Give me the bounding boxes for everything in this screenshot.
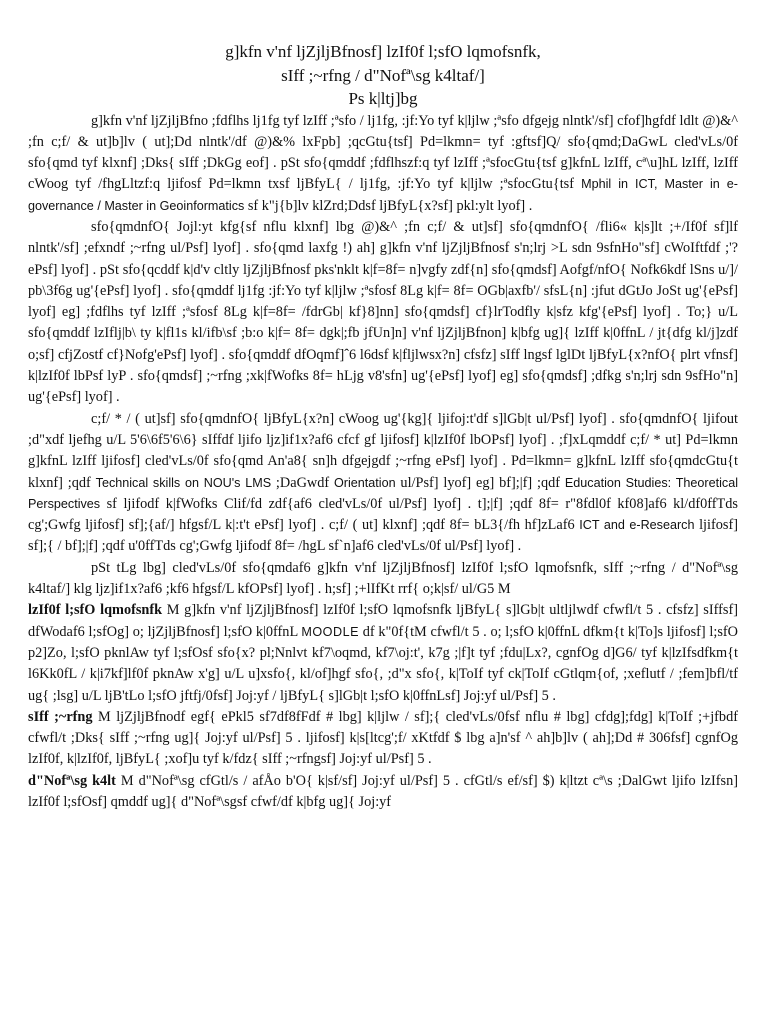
title-line-1: g]kfn v'nf ljZjljBfnosf] lzIf0f l;sfO lqmofsnfk,: [225, 42, 541, 61]
section-evaluation: [28, 771, 738, 814]
section-teaching-learning: [28, 600, 738, 706]
paragraph-2: sfo{qmdnfO{ Jojl:yt kfg{sf nflu klxnf] lbg @)&^ ;fn c;f/ & ut]sf] sfo{qmdnfO{ /fli6« k|s]lt ;+/If0f sf]lf nlntk'/sf] ;efxndf ;~rfng ul/Psf] lyof] . sfo{qmd laxfg !) ah] g]kfn v'nf ljZjljBfnosf s'n;lrj >L sdn 9sfnHo"sf] cWoIftfdf ;'? ePsf] lyof] . pSt sfo{qcddf k|d'v cltly ljZjljBfnosf pks'nklt k|f=8f= n]vgfy zdf{n] sfo{qmdsf] Aofgf/nfO{ Nofk6kdf lSns u/]/ pb\3f6g ug'{ePsf] lyof] . sfo{qmddf lj1fg :jf:Yo tyf k|ljlw ;ªsfosf 8Lg k|f= 8f= OGb|axfb'/ sfsL{n] :jfut dGtJo JoSt ug'{ePsf] lyof] eg] ;fdflhs tyf lzIff ;ªsfosf 8Lg k|f=8f= /fdrGb| kf}8]nn] sfo{qmdsf] cf}lrTodfly k|sfz kfg'{ePsf] lyof] . To;} u/L sfo{qmddf lzIflj|b\ ty k|fl1s kl/ifb\sf ;b:o k|f= 8f= dgk|;fb jfUn]n] v'nf ljZjljBfnon] k|bfg ug]{ lzIff k|0ffnL / jt{dfg kl/j]zdf o;sf] cfjZostf cf}Nofg'ePsf] lyof] . sfo{qmddf dfOqmf]ˆ6 l6dsf k|fljlwsx?n] cfsfz] sIff lngsf lglDt ljBfyL{x?nfO{ plrt vfnsf] k|lzIf0f lbPsf lyP . sfo{qmdsf] ;~rfng ;xk|fWofks 8f= hLjg v8'sfn] ug'{ePsf] lyof] eg] sfo{qmdsf] ;dfkg s'n;lrj sdn 9sfHo"n] ug'{ePsf] lyof] .: [28, 218, 738, 406]
title-line-2: sIff ;~rfng / d"Nofª\sg k4ltaf/]: [281, 65, 485, 85]
session-topic-education-studies: Education Studies: Theoretical Perspectives: [28, 475, 738, 511]
session-topic-orientation: Orientation: [333, 475, 396, 490]
section-teaching-learning-heading: lzIf0f l;sfO lqmofsnfk: [28, 602, 163, 619]
paragraph-3-text-g: sf ljifodf k|fWofks Clif/fd zdf{af6 cled'vLs/0f ul/Psf] lyof] . t];|f] ;qdf 8f= r"8fdl0f kf08]af6 kl/df0ffTds cg';Gwfg ljifosf] sf];{af/] hfgsf/L k|:t't ePsf] lyof] . c;f/ ( ut] klxnf] ;qdf 8f= bL3{/fh hf]zLaf6: [28, 495, 738, 534]
section-evaluation-heading: d"Nofª\sg k4lt: [28, 772, 116, 789]
section-class-operation-heading: sIff ;~rfng: [28, 708, 93, 725]
document-title: [28, 40, 738, 111]
title-line-3: Ps k|ltj]bg: [348, 89, 418, 108]
paragraph-3-text-a: c;f/ * / ( ut]sf] sfo{qmdnfO{ ljBfyL{x?n] cWoog ug'{kg]{ ljifoj:t'df s]lGb|t ul/Psf] lyof] . sfo{qmdnfO{ ljifout ;d"xdf ljefhg u/L 5'6\6f5'6\6} sIffdf ljifo ljz]if1x?af6 cfcf gf ljifosf] k|lzIf0f lbOPsf] lyof] . ;f]xLqmddf c;f/ * ut] Pd=lkmn g]kfnL lzIff ljifosf] cled'vLs/0f sfo{qmd An'a8{ sn]h dfgejgdf ;~rfng ePsf] lyof] . Pd=lkmn= g]kfnL lzIff sfo{qmdcGtu{t klxnf] ;qdf: [28, 410, 738, 491]
programme-names: Mphil in ICT, Master in e-governance / Master in Geoinformatics: [28, 177, 738, 213]
section-class-operation: [28, 707, 738, 771]
section-evaluation-text: M d"Nofª\sg cfGtl/s / afÅo b'O{ k|sf/sf] Joj:yf ul/Psf] 5 . cfGtl/s ef/sf] $) k|ltzt cª\s ;DalGwt ljifo lzIfsn] lzIf0f l;sfOsf] qmddf ug]{ d"Nofª\sgsf cfwf/df k|bfg ug]{ Joj:yf: [28, 772, 738, 810]
paragraph-3: [28, 409, 738, 558]
paragraph-4: pSt tLg lbg] cled'vLs/0f sfo{qmdaf6 g]kfn v'nf ljZjljBfnosf] lzIf0f l;sfO lqmofsnfk, sIff ;~rfng / d"Nofª\sg k4ltaf/] klg ljz]if1x?af6 ;kf6 hfgsf/L kfOPsf] lyof] . h;sf] ;+lIfKt rrf{ o;k|sf/ ul/G5 M: [28, 559, 738, 598]
moodle-label: MOODLE: [301, 624, 359, 639]
paragraph-3-text-i: ljifosf] sf];{ / bf];|f] ;qdf u'0ffTds cg';Gwfg ljifodf 8f= /hgL sf`n]af6 cled'vLs/0f ul/Psf] lyof] .: [28, 517, 738, 555]
paragraph-1-text-a: g]kfn v'nf ljZjljBfno ;fdflhs lj1fg tyf lzIff ;ªsfo / lj1fg, :jf:Yo tyf k|ljlw ;ªsfo dfgejg nlntk'/sf] cfof]hgfdf ldlt @)&^ ;fn c;f/ & ut]b]lv ( ut];Dd nlntk'/df @)&% lxFpb] ;qcGtu{tsf] Pd=lkmn= tyf :gftsf]Q/ sfo{qmd;DaGwL cled'vLs/0f sfo{qmd tyf klxnf] ;Dks{ sIff ;DkGg eof] . pSt sfo{qmddf ;fdflhszf:q tyf lzIff ;ªsfocGtu{tsf g]kfnL lzIff, cª\u]hL lzIff, lzIff cWoog tyf /fhgLltzf:q ljifosf Pd=lkmn txsf ljBfyL{ / lj1fg, :jf:Yo tyf k|ljlw ;ªsfocGtu{tsf: [28, 112, 738, 193]
paragraph-1: [28, 111, 738, 217]
paragraph-3-text-c: ;DaGwdf: [271, 474, 334, 491]
session-topic-lms: Technical skills on NOU's LMS: [95, 475, 272, 490]
section-teaching-learning-text-c: df k"0f{tM cfwfl/t 5 . o; l;sfO k|0ffnL dfkm{t k|To]s ljifosf] l;sfO p2]Zo, l;sfO pknlAw tyf l;sfOsf sfo{x? pl;Nnlvt kf7\oqmd, kf7\oj:t', k7g ;|f]t tyf ;fdu|Lx?, cgnfOg d]G6/ tyf k|lzIfsdfkm{t l6Kk0fL / k|i7kf]lf0f pknAw x'g] u/L u]xsfo{, kl/of]hgf sfo{, ;d"x sfo{, k|ToIf tyf ck|ToIf cGtlqm{of, ;xeflutf / ;fem]bfl/tf ug{ ;lsg] u/L ljB'tLo l;sfO jftfj/0fsf] Joj:yf / ljBfyL{ s]lGb|t l;sfO k|0ffnLsf] Joj:yf ul/Psf] 5 .: [28, 623, 738, 704]
session-topic-ict: ICT and e-Research: [579, 518, 695, 533]
paragraph-3-text-e: ul/Psf] lyof] eg] bf];|f] ;qdf: [395, 474, 565, 491]
paragraph-1-text-c: sf k"j{b]lv klZrd;Ddsf ljBfyL{x?sf] pkl:ylt lyof] .: [244, 197, 533, 214]
section-teaching-learning-text-a: M g]kfn v'nf ljZjljBfnosf] lzIf0f l;sfO lqmofsnfk ljBfyL{ s]lGb|t ultljlwdf cfwfl/t 5 . cfsfz] sIffsf] dfWodaf6 l;sfOg] o; ljZjljBfnosf] l;sfO k|0ffnL: [28, 602, 738, 640]
section-class-operation-text: M ljZjljBfnodf egf{ ePkl5 sf7df8fFdf # lbg] k|ljlw / sf];{ cled'vLs/0fsf nflu # lbg] cfdg];fdg] k|ToIf ;+jfbdf cfwfl/t ;Dks{ sIff ;~rfng ug]{ Joj:yf ul/Psf] 5 . ljifosf] k|s[ltcg';f/ xKtfdf $ lbg a]n'sf ^ ah]b]lv ( ah];Dd # 306fsf] cgnfOg lzIf0f, k|lzIf0f, ljBfyL{ ;xof]u tyf k/fdz{ sIff ;~rfngsf] Joj:yf ul/Psf] 5 .: [28, 708, 738, 768]
